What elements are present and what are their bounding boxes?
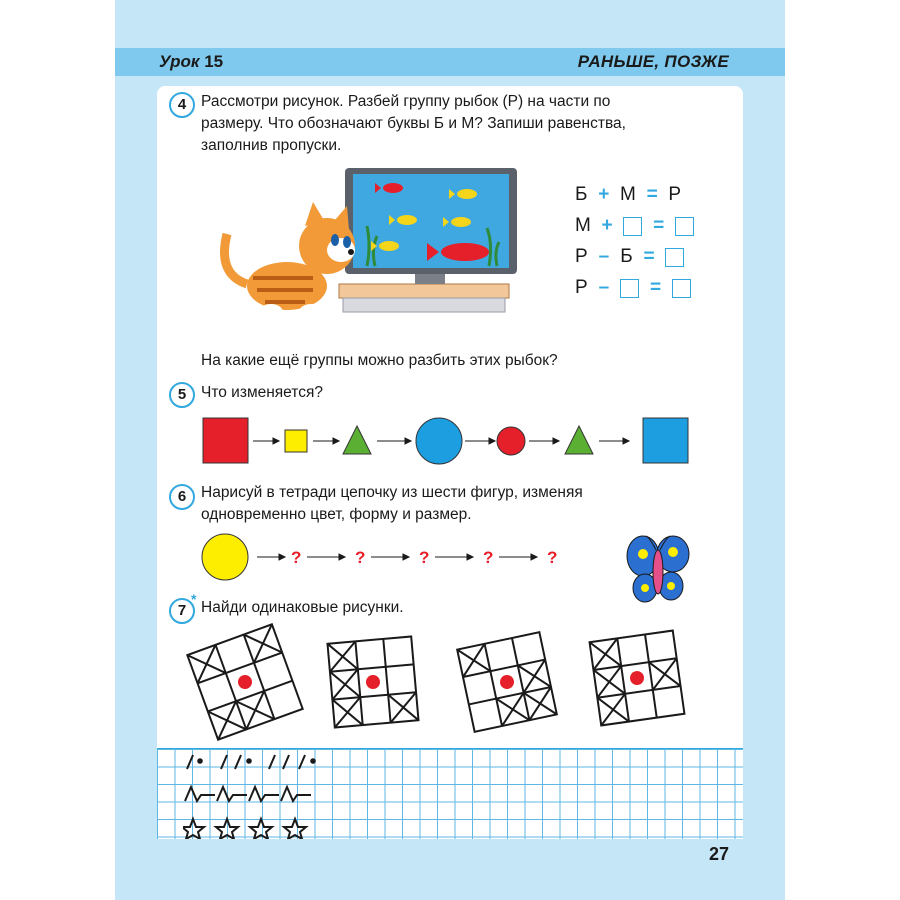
shape-green-triangle-2 — [565, 426, 593, 454]
eq4-op: – — [598, 277, 610, 298]
unknown-mark-3: ? — [419, 548, 430, 567]
equation-row-2 — [575, 215, 694, 237]
copybook-grid — [157, 748, 743, 839]
tv-cabinet-top — [339, 284, 509, 298]
eq2-answer-box[interactable] — [675, 217, 694, 236]
lesson-label — [159, 52, 223, 72]
tv-cabinet-drawers — [343, 298, 505, 312]
arrow-icon — [307, 554, 345, 560]
task-5-number: 5 — [169, 382, 195, 408]
arrow-icon — [253, 438, 279, 444]
shape-green-triangle — [343, 426, 371, 454]
task-6-line-1: Нарисуй в тетради цепочку из шести фигур, изменяя — [201, 484, 583, 501]
pattern-stars — [183, 819, 306, 839]
eq2-a: М — [575, 215, 591, 236]
task-4-line-1: Рассмотри рисунок. Разбей группу рыбок (Р) на части по — [201, 93, 611, 110]
grid-figure-2 — [327, 636, 418, 727]
unknown-mark-5: ? — [547, 548, 558, 567]
eq2-op: + — [601, 215, 613, 236]
task-4-line-2: размеру. Что обозначают буквы Б и М? Запиши равенства, — [201, 115, 626, 132]
arrow-icon — [499, 554, 537, 560]
task-6-line-2: одновременно цвет, форму и размер. — [201, 506, 472, 523]
butterfly-illustration — [623, 532, 693, 612]
cat-aquarium-illustration — [217, 166, 517, 346]
shape-yellow-circle — [202, 534, 248, 580]
task-4-number: 4 — [169, 92, 195, 118]
unknown-mark-2: ? — [355, 548, 366, 567]
eq1-a: Б — [575, 184, 588, 205]
equation-row-4 — [575, 277, 691, 299]
unknown-mark-4: ? — [483, 548, 494, 567]
grid-figure-3 — [457, 632, 557, 732]
arrow-icon — [599, 438, 629, 444]
chain-sequence — [201, 532, 601, 584]
eq3-b: Б — [620, 246, 633, 267]
eq1-c: Р — [668, 184, 682, 205]
grid-figures — [177, 618, 737, 742]
eq3-eq: = — [643, 246, 655, 267]
page-number: 27 — [708, 844, 729, 864]
shape-sequence — [201, 416, 701, 468]
eq3-a: Р — [575, 246, 588, 267]
arrow-icon — [313, 438, 339, 444]
task-7-star: * — [191, 591, 197, 607]
eq2-eq: = — [653, 215, 665, 236]
shape-yellow-square — [285, 430, 307, 452]
arrow-icon — [377, 438, 411, 444]
writing-patterns — [183, 749, 383, 839]
equation-row-1 — [575, 184, 681, 206]
eq4-blank-box[interactable] — [620, 279, 639, 298]
content-card — [157, 86, 743, 838]
task-7-number: 7 — [169, 598, 195, 624]
unknown-mark-1: ? — [291, 548, 302, 567]
eq1-eq: = — [646, 184, 658, 205]
kitten — [225, 202, 356, 320]
lesson-number: 15 — [204, 52, 224, 71]
eq1-b: М — [620, 184, 636, 205]
arrow-icon — [465, 438, 495, 444]
arrow-icon — [529, 438, 559, 444]
task-4-line-3: заполнив пропуски. — [201, 137, 342, 154]
lesson-word: Урок — [159, 52, 200, 71]
eq2-blank-box[interactable] — [623, 217, 642, 236]
lesson-topic: РАНЬШЕ, ПОЗЖЕ — [577, 52, 729, 71]
pattern-zigzag — [185, 787, 311, 801]
task-4-question: На какие ещё группы можно разбить этих рыбок? — [201, 352, 558, 369]
shape-red-circle — [497, 427, 525, 455]
grid-figure-1 — [187, 624, 302, 739]
shape-blue-square — [643, 418, 688, 463]
grid-figure-4 — [590, 631, 685, 726]
eq4-a: Р — [575, 277, 588, 298]
arrow-icon — [257, 554, 285, 560]
equation-row-3 — [575, 246, 684, 268]
shape-blue-circle — [416, 418, 462, 464]
tv-stand — [415, 274, 445, 284]
arrow-icon — [371, 554, 409, 560]
task-5-text: Что изменяется? — [201, 384, 323, 401]
shape-red-square — [203, 418, 248, 463]
pattern-slash-dot — [187, 755, 315, 769]
task-6-number: 6 — [169, 484, 195, 510]
eq3-answer-box[interactable] — [665, 248, 684, 267]
task-7-text: Найди одинаковые рисунки. — [201, 599, 404, 616]
eq4-answer-box[interactable] — [672, 279, 691, 298]
arrow-icon — [435, 554, 473, 560]
eq3-op: – — [598, 246, 610, 267]
workbook-page — [115, 0, 785, 900]
eq1-op: + — [598, 184, 610, 205]
eq4-eq: = — [649, 277, 662, 298]
